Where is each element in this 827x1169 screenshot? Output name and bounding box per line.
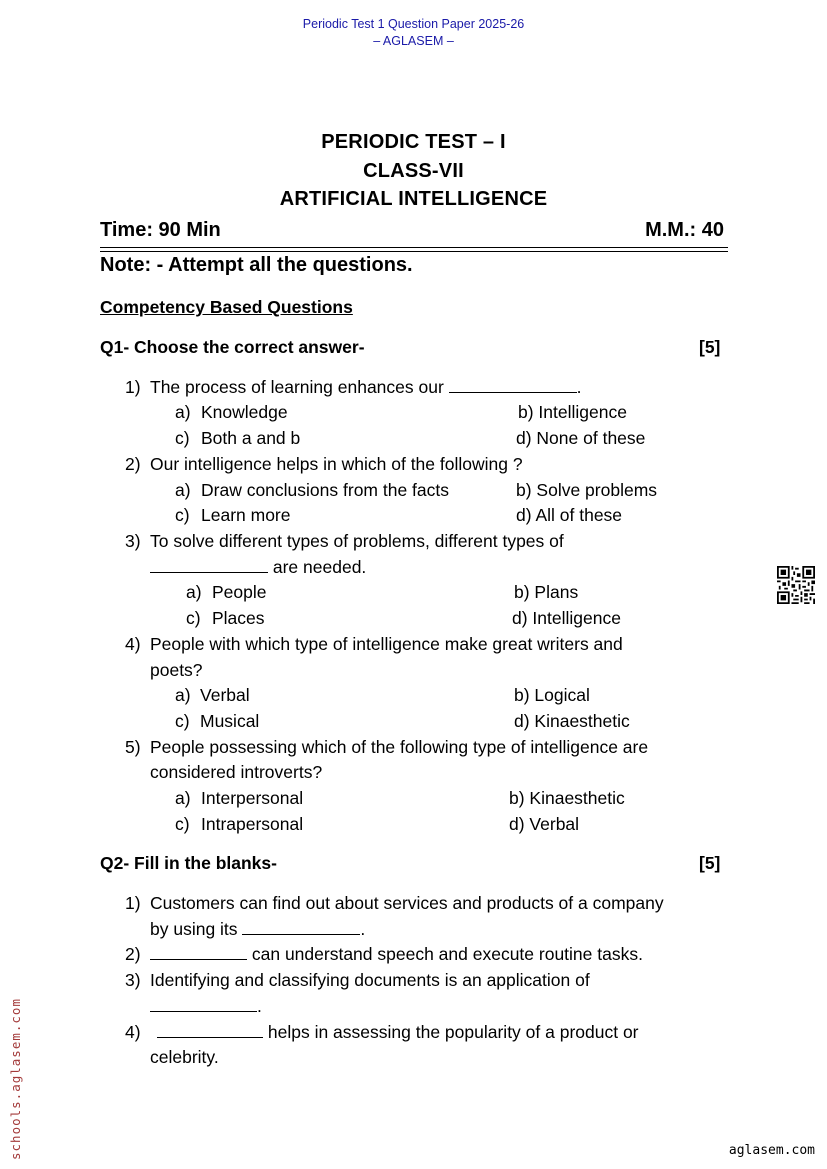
header-line-2: – AGLASEM – <box>373 34 454 48</box>
option-label: a) <box>175 402 191 422</box>
option-label: c) <box>175 428 190 448</box>
q1-3-question: To solve different types of problems, different types of <box>150 531 564 551</box>
option-label: a) <box>175 685 191 705</box>
q2-4-text: helps in assessing the popularity of a product or <box>267 1022 639 1042</box>
option-label: c) <box>186 608 201 628</box>
note: Note: - Attempt all the questions. <box>100 254 413 276</box>
q1-3-question-cont <box>150 557 366 578</box>
answer-blank <box>157 1023 263 1038</box>
option-text: Interpersonal <box>201 788 304 808</box>
q2-heading: Q2- Fill in the blanks- <box>100 853 277 873</box>
option-text: b) Kinaesthetic <box>509 788 625 808</box>
subject-title: ARTIFICIAL INTELLIGENCE <box>279 188 548 210</box>
answer-blank <box>242 920 360 935</box>
q1-heading: Q1- Choose the correct answer- <box>100 337 365 357</box>
q1-1-number: 1) <box>125 377 141 397</box>
q2-3-question-cont <box>150 996 262 1017</box>
test-title: PERIODIC TEST – I <box>321 131 506 153</box>
option-text: Musical <box>200 711 260 731</box>
q1-5-question: People possessing which of the following type of intelligence are <box>150 737 649 757</box>
q2-1-question-cont <box>150 919 365 940</box>
q2-1-number: 1) <box>125 893 141 913</box>
option-text: d) Verbal <box>509 814 580 834</box>
option-text: Verbal <box>200 685 250 705</box>
option-label: c) <box>175 814 190 834</box>
option-label: c) <box>175 505 190 525</box>
answer-blank <box>150 945 247 960</box>
q2-1-period: . <box>360 919 366 939</box>
q2-1-question: Customers can find out about services and products of a company <box>150 893 664 913</box>
q2-2-question <box>150 944 643 965</box>
option-text: d) Intelligence <box>512 608 621 628</box>
q1-3-number: 3) <box>125 531 141 551</box>
q2-1-text-start: by using its <box>150 919 238 939</box>
option-text: b) Solve problems <box>516 480 658 500</box>
option-text: b) Plans <box>514 582 579 602</box>
max-marks-label: M.M.: 40 <box>645 219 724 241</box>
q2-3-period: . <box>257 996 262 1016</box>
q1-1-question <box>150 377 582 398</box>
q2-4-number: 4) <box>125 1022 141 1042</box>
option-text: Both a and b <box>201 428 301 448</box>
time-label: Time: 90 Min <box>100 219 221 241</box>
q2-2-number: 2) <box>125 944 141 964</box>
side-watermark: schools.aglasem.com <box>8 998 23 1160</box>
q1-2-number: 2) <box>125 454 141 474</box>
option-text: Intrapersonal <box>201 814 304 834</box>
option-text: Knowledge <box>201 402 288 422</box>
option-text: Learn more <box>201 505 291 525</box>
q2-2-text: can understand speech and execute routine tasks. <box>251 944 643 964</box>
header-line-1: Periodic Test 1 Question Paper 2025-26 <box>302 17 525 31</box>
divider-bottom <box>100 251 728 252</box>
q2-4-question-cont: celebrity. <box>150 1047 219 1067</box>
q2-3-question: Identifying and classifying documents is an application of <box>150 970 590 990</box>
q1-5-question-cont: considered introverts? <box>150 762 323 782</box>
answer-blank <box>449 378 577 393</box>
q1-3-text-end: are needed. <box>272 557 367 577</box>
q1-2-question: Our intelligence helps in which of the following ? <box>150 454 523 474</box>
option-text: d) None of these <box>516 428 646 448</box>
option-text: Draw conclusions from the facts <box>201 480 450 500</box>
qr-code <box>777 566 815 604</box>
q1-1-period: . <box>576 377 582 397</box>
q1-4-number: 4) <box>125 634 141 654</box>
option-label: a) <box>175 788 191 808</box>
class-title: CLASS-VII <box>363 160 464 182</box>
q2-4-question <box>157 1022 639 1043</box>
option-text: Places <box>212 608 265 628</box>
answer-blank <box>150 558 268 573</box>
section-heading: Competency Based Questions <box>100 297 353 317</box>
option-label: a) <box>186 582 202 602</box>
q1-4-question-cont: poets? <box>150 660 203 680</box>
q2-3-number: 3) <box>125 970 141 990</box>
option-text: b) Intelligence <box>518 402 627 422</box>
q1-marks: [5] <box>699 337 721 357</box>
q1-1-text: The process of learning enhances our <box>150 377 444 397</box>
option-text: People <box>212 582 267 602</box>
q1-4-question: People with which type of intelligence make great writers and <box>150 634 623 654</box>
answer-blank <box>150 997 257 1012</box>
divider-top <box>100 247 728 248</box>
option-label: a) <box>175 480 191 500</box>
option-text: d) All of these <box>516 505 623 525</box>
option-text: d) Kinaesthetic <box>514 711 630 731</box>
footer-watermark: aglasem.com <box>728 1143 815 1158</box>
q2-marks: [5] <box>699 853 721 873</box>
q1-5-number: 5) <box>125 737 141 757</box>
option-label: c) <box>175 711 190 731</box>
option-text: b) Logical <box>514 685 590 705</box>
